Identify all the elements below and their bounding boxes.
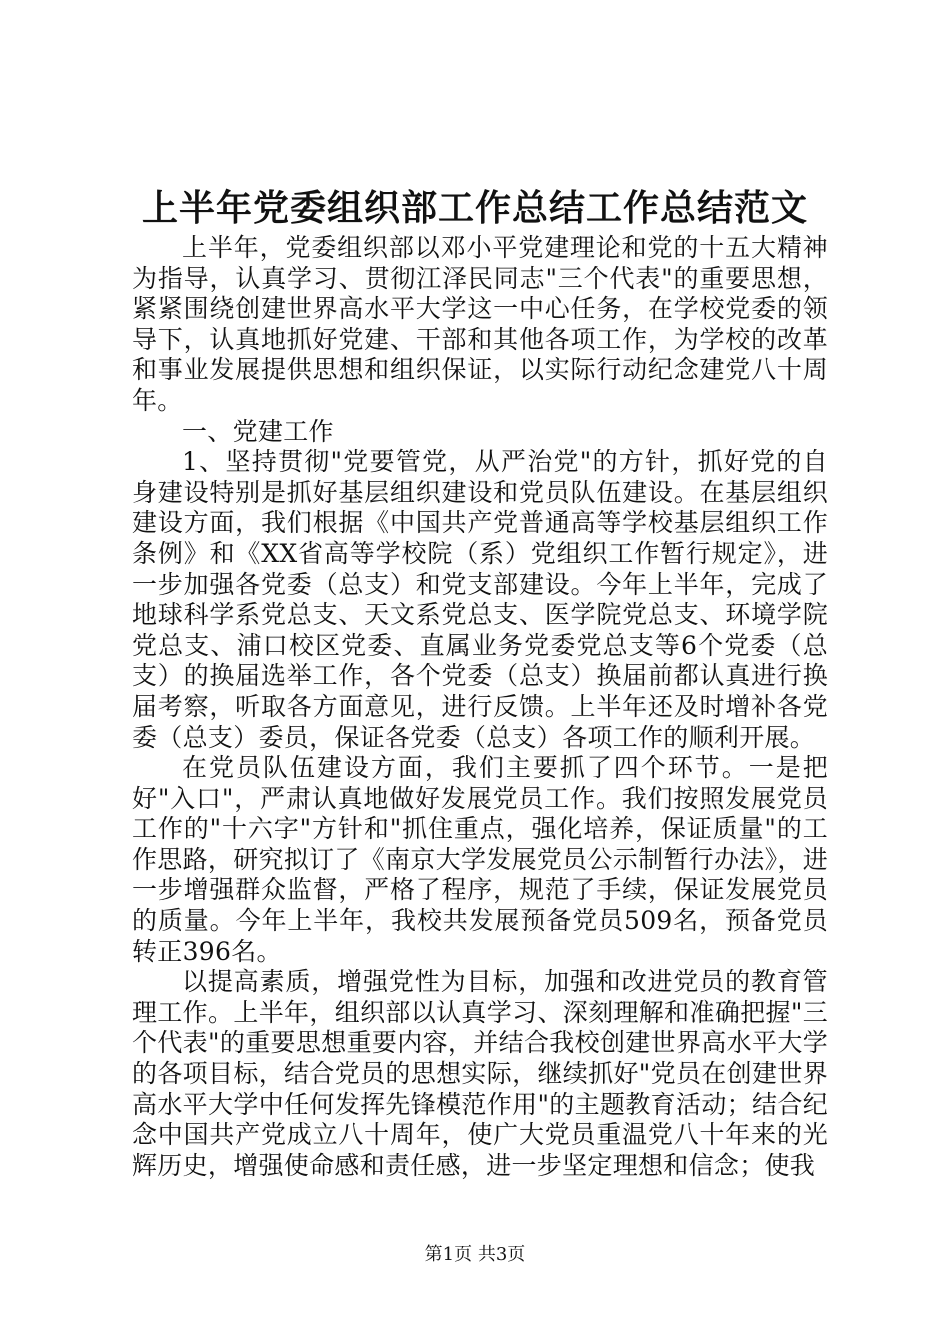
page-number-footer: 第1页 共3页 bbox=[424, 1244, 526, 1265]
document-title: 上半年党委组织部工作总结工作总结范文 bbox=[141, 187, 808, 229]
section-heading-party-building: 一、党建工作 bbox=[182, 416, 334, 446]
document-body bbox=[132, 233, 828, 1181]
paragraph-intro: 上半年，党委组织部以邓小平党建理论和党的十五大精神为指导，认真学习、贯彻江泽民同志"三个代表"的重要思想，紧紧围绕创建世界高水平大学这一中心任务，在学校党委的领导下，认真地抓好党建、干部和其他各项工作，为学校的改革和事业发展提供思想和组织保证，以实际行动纪念建党八十周年。 bbox=[132, 233, 828, 415]
paragraph-member-education: 以提高素质，增强党性为目标，加强和改进党员的教育管理工作。上半年，组织部以认真学习、深刻理解和准确把握"三个代表"的重要思想重要内容，并结合我校创建世界高水平大学的各项目标，结合党员的思想实际，继续抓好"党员在创建世界高水平大学中任何发挥先锋模范作用"的主题教育活动；结合纪念中国共产党成立八十周年，使广大党员重温党八十年来的光辉历史，增强使命感和责任感，进一步坚定理想和信念；使我 bbox=[132, 967, 828, 1180]
paragraph-member-team-building: 在党员队伍建设方面，我们主要抓了四个环节。一是把好"入口"，严肃认真地做好发展党员工作。我们按照发展党员工作的"十六字"方针和"抓住重点，强化培养，保证质量"的工作思路，研究拟订了《南京大学发展党员公示制暂行办法》，进一步增强群众监督，严格了程序，规范了手续，保证发展党员的质量。今年上半年，我校共发展预备党员509名，预备党员转正396名。 bbox=[132, 753, 828, 966]
paragraph-organization-building: 1、坚持贯彻"党要管党，从严治党"的方针，抓好党的自身建设特别是抓好基层组织建设和党员队伍建设。在基层组织建设方面，我们根据《中国共产党普通高等学校基层组织工作条例》和《XX省高等学校院（系）党组织工作暂行规定》，进一步加强各党委（总支）和党支部建设。今年上半年，完成了地球科学系党总支、天文系党总支、医学院党总支、环境学院党总支、浦口校区党委、直属业务党委党总支等6个党委（总支）的换届选举工作，各个党委（总支）换届前都认真进行换届考察，听取各方面意见，进行反馈。上半年还及时增补各党委（总支）委员，保证各党委（总支）各项工作的顺利开展。 bbox=[132, 447, 828, 752]
